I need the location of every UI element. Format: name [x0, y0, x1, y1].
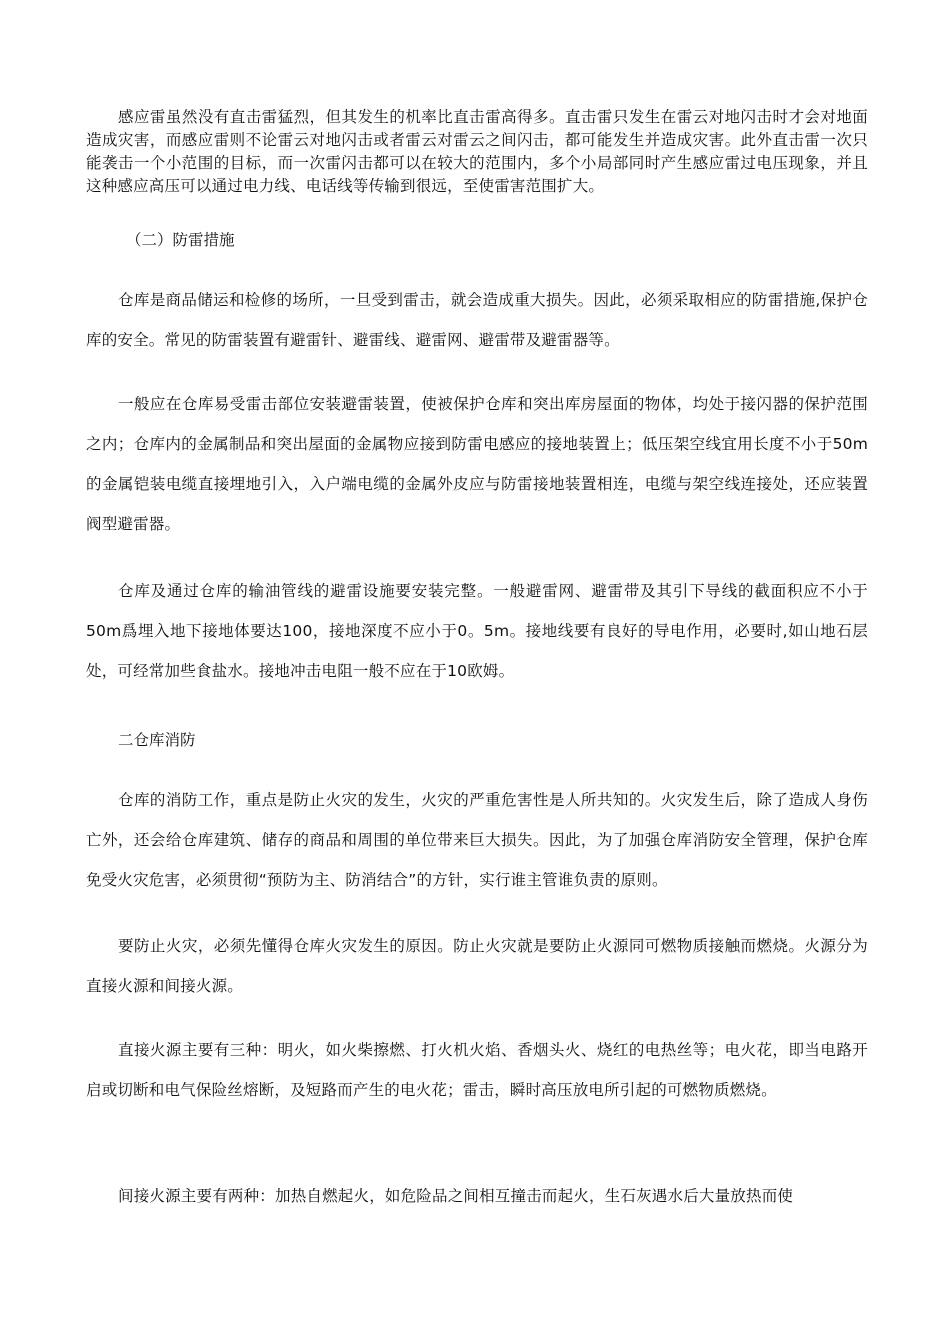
paragraph-indirect-fire-sources: 间接火源主要有两种：加热自燃起火，如危险品之间相互撞击而起火，生石灰遇水后大量放热而使 [118, 1187, 794, 1205]
paragraph-induced-lightning: 感应雷虽然没有直击雷猛烈，但其发生的机率比直击雷高得多。直击雷只发生在雷云对地闪击时才会对地面造成灾害，而感应雷则不论雷云对地闪击或者雷云对雷云之间闪击，都可能发生并造成灾害。此外直击雷一次只能袭击一个小范围的目标，而一次雷闪击都可以在较大的范围内，多个小局部同时产生感应雷过电压现象，并且这种感应高压可以通过电力线、电话线等传输到很远，至使雷害范围扩大。 [86, 108, 868, 195]
paragraph-oil-pipeline: 仓库及通过仓库的输油管线的避雷设施要安装完整。一般避雷网、避雷带及其引下导线的截面积应不小于50m爲埋入地下接地体要达100，接地深度不应小于0。5m。接地线要有良好的导电作用，必要时,如山地石层处，可经常加些食盐水。接地冲击电阻一般不应在于10欧姆。 [86, 582, 868, 680]
paragraph-direct-fire-sources: 直接火源主要有三种：明火，如火柴擦燃、打火机火焰、香烟头火、烧红的电热丝等；电火花，即当电路开启或切断和电气保险丝熔断，及短路而产生的电火花；雷击，瞬时高压放电所引起的可燃物质燃烧。 [86, 1041, 868, 1099]
section-heading-lightning-protection: （二）防雷措施 [126, 231, 235, 249]
section-heading-fire-protection: 二仓库消防 [118, 731, 196, 749]
paragraph-fire-causes: 要防止火灾，必须先懂得仓库火灾发生的原因。防止火灾就是要防止火源同可燃物质接触而燃烧。火源分为直接火源和间接火源。 [86, 937, 868, 995]
paragraph-lightning-devices: 一般应在仓库易受雷击部位安装避雷装置，使被保护仓库和突出库房屋面的物体，均处于接闪器的保护范围之内；仓库内的金属制品和突出屋面的金属物应接到防雷电感应的接地装置上；低压架空线宜用长度不小于50m的金属铠装电缆直接埋地引入，入户端电缆的金属外皮应与防雷接地装置相连，电缆与架空线连接处，还应装置阀型避雷器。 [86, 395, 868, 533]
paragraph-warehouse-lightning: 仓库是商品储运和检修的场所，一旦受到雷击，就会造成重大损失。因此，必须采取相应的防雷措施,保护仓库的安全。常见的防雷装置有避雷针、避雷线、避雷网、避雷带及避雷器等。 [86, 291, 868, 349]
paragraph-fire-work: 仓库的消防工作，重点是防止火灾的发生，火灾的严重危害性是人所共知的。火灾发生后，除了造成人身伤亡外，还会给仓库建筑、储存的商品和周围的单位带来巨大损失。因此，为了加强仓库消防安全管理，保护仓库免受火灾危害，必须贯彻“预防为主、防消结合”的方针，实行谁主管谁负责的原则。 [86, 791, 868, 889]
